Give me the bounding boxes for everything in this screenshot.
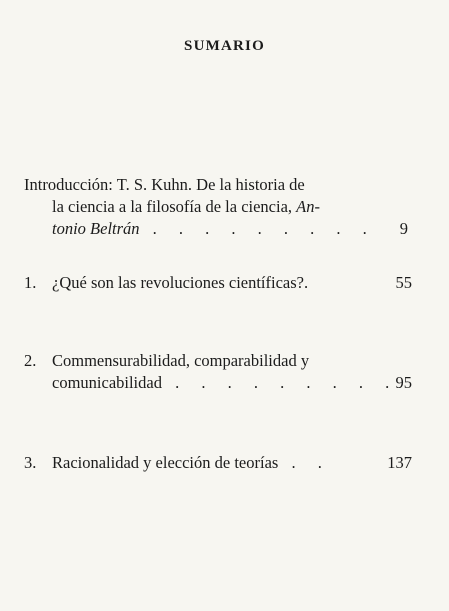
toc-entry-intro-line-2-text: la ciencia a la filosofía de la ciencia,: [52, 197, 293, 216]
dot-leader: . . . . . . . . .: [139, 219, 376, 238]
toc-entry-2-line-2-text: comunicabilidad: [52, 373, 162, 392]
toc-entry-3-line-1: [52, 452, 331, 474]
toc-entry-1-number: 1.: [24, 273, 37, 292]
toc-entry-intro-author-part-2: tonio Beltrán: [52, 219, 140, 238]
toc-entry-3-page: 137: [387, 453, 412, 472]
toc-entry-2-line-1: Commensurabilidad, comparabilidad y: [52, 351, 310, 370]
toc-entry-intro-author-part-1: An-: [296, 197, 320, 216]
dot-leader: . .: [278, 453, 331, 472]
toc-entry-3-line-1-text: Racionalidad y elección de teorías: [52, 453, 279, 472]
toc-entry-2-page: 95: [395, 373, 412, 392]
toc-entry-3-number: 3.: [24, 453, 37, 472]
toc-entry-intro-line-2: [52, 196, 320, 218]
dot-leader: . . . . . . . . .: [161, 373, 399, 392]
page-title: SUMARIO: [184, 38, 265, 54]
toc-entry-2-line-2: [52, 372, 398, 394]
toc-entry-2-number: 2.: [24, 351, 37, 370]
toc-entry-intro-line-3: [52, 218, 376, 240]
toc-entry-intro-page: 9: [399, 219, 408, 238]
toc-entry-1-line-1: ¿Qué son las revoluciones científicas?.: [52, 273, 309, 292]
toc-entry-intro-line-1: Introducción: T. S. Kuhn. De la historia de: [24, 175, 305, 194]
toc-entry-1-page: 55: [395, 273, 412, 292]
